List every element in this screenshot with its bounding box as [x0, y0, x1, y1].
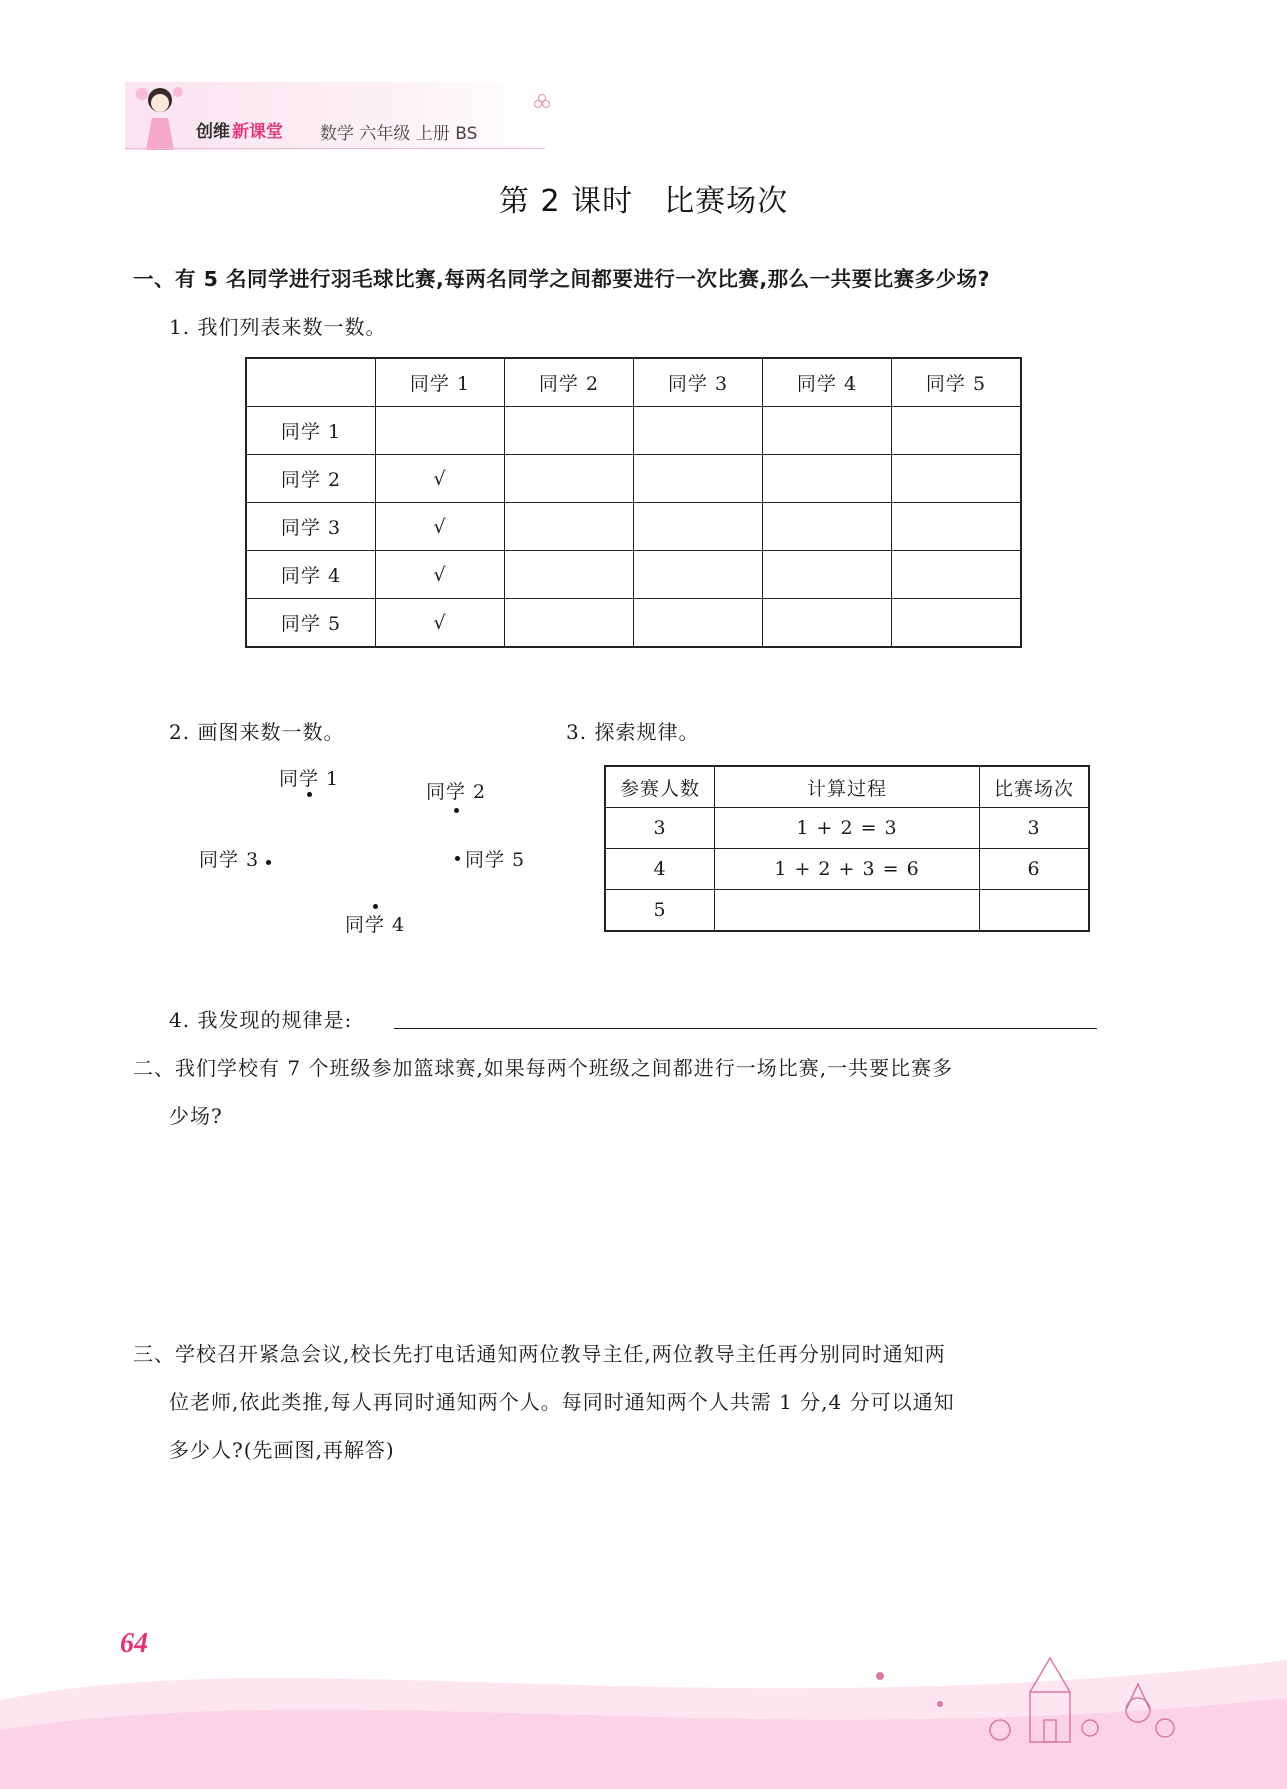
table-cell[interactable] [892, 407, 1022, 455]
row-label: 同学 1 [246, 407, 376, 455]
row-label: 同学 4 [246, 551, 376, 599]
answer-cell[interactable] [980, 890, 1090, 932]
check-mark: √ [376, 599, 505, 648]
table-cell: 6 [980, 849, 1090, 890]
check-mark: √ [376, 503, 505, 551]
answer-line[interactable] [394, 1028, 1097, 1029]
diagram-dot-student4 [373, 904, 378, 909]
table-row [246, 503, 1021, 551]
match-grid-table [245, 357, 1022, 648]
question-1-heading: 一、有 5 名同学进行羽毛球比赛,每两名同学之间都要进行一次比赛,那么一共要比赛多少场? [133, 267, 991, 291]
q1-sub4: 4. 我发现的规律是: [169, 1008, 353, 1032]
flower-icon [532, 92, 552, 112]
table-header-cell: 同学 4 [763, 358, 892, 407]
table-cell: 1 + 2 = 3 [715, 808, 980, 849]
diagram-label-student2: 同学 2 [426, 781, 487, 803]
question-2-line1: 二、我们学校有 7 个班级参加篮球赛,如果每两个班级之间都进行一场比赛,一共要比赛多 [133, 1056, 954, 1080]
table-cell[interactable] [505, 503, 634, 551]
table-cell[interactable] [892, 551, 1022, 599]
table-cell: 1 + 2 + 3 = 6 [715, 849, 980, 890]
table-cell[interactable] [505, 599, 634, 648]
table-header-cell: 同学 2 [505, 358, 634, 407]
brand-name-part1: 创维 [196, 122, 230, 142]
table-cell[interactable] [634, 551, 763, 599]
subject-label: 数学 六年级 上册 BS [320, 124, 478, 144]
table-cell[interactable] [763, 503, 892, 551]
table-row [605, 808, 1089, 849]
check-mark: √ [376, 455, 505, 503]
table-cell[interactable] [763, 455, 892, 503]
lesson-title: 第 2 课时 比赛场次 [498, 184, 789, 219]
row-label: 同学 5 [246, 599, 376, 648]
question-3-line3: 多少人?(先画图,再解答) [169, 1438, 395, 1462]
q1-sub1: 1. 我们列表来数一数。 [169, 315, 387, 339]
table-cell[interactable] [763, 551, 892, 599]
header-underline [125, 148, 545, 149]
table-cell[interactable] [505, 551, 634, 599]
table-cell[interactable] [634, 407, 763, 455]
table-header-cell: 比赛场次 [980, 766, 1090, 808]
answer-cell[interactable] [715, 890, 980, 932]
table-cell[interactable] [634, 455, 763, 503]
table-cell: 3 [605, 808, 715, 849]
table-cell: 5 [605, 890, 715, 932]
table-cell[interactable] [634, 599, 763, 648]
diagram-label-student4: 同学 4 [345, 914, 406, 936]
table-header-cell: 参赛人数 [605, 766, 715, 808]
pattern-table [604, 765, 1090, 932]
diagram-dot-student1 [307, 792, 312, 797]
table-cell: 4 [605, 849, 715, 890]
table-header-cell: 计算过程 [715, 766, 980, 808]
q1-sub3: 3. 探索规律。 [566, 720, 700, 744]
diagram-dot-student5 [455, 856, 460, 861]
diagram-label-student5: 同学 5 [465, 849, 526, 871]
table-cell: 3 [980, 808, 1090, 849]
brand-name-part2: 新课堂 [232, 122, 283, 142]
table-cell[interactable] [505, 407, 634, 455]
footer-wave-decoration [0, 1580, 1287, 1789]
table-row [605, 849, 1089, 890]
row-label: 同学 3 [246, 503, 376, 551]
table-cell[interactable] [376, 407, 505, 455]
diagram-label-student1: 同学 1 [279, 768, 340, 790]
table-header-cell: 同学 5 [892, 358, 1022, 407]
question-3-line2: 位老师,依此类推,每人再同时通知两个人。每同时通知两个人共需 1 分,4 分可以通知 [169, 1390, 955, 1414]
table-cell[interactable] [505, 455, 634, 503]
question-3-line1: 三、学校召开紧急会议,校长先打电话通知两位教导主任,两位教导主任再分别同时通知两 [133, 1342, 946, 1366]
q1-sub2: 2. 画图来数一数。 [169, 720, 345, 744]
table-cell[interactable] [892, 503, 1022, 551]
table-row [246, 455, 1021, 503]
check-mark: √ [376, 551, 505, 599]
table-cell[interactable] [634, 503, 763, 551]
question-2-line2: 少场? [169, 1104, 223, 1128]
table-header-cell: 同学 1 [376, 358, 505, 407]
page-number: 64 [120, 1628, 148, 1659]
table-row [246, 551, 1021, 599]
table-cell[interactable] [763, 599, 892, 648]
table-header-row [605, 766, 1089, 808]
row-label: 同学 2 [246, 455, 376, 503]
table-header-cell: 同学 3 [634, 358, 763, 407]
table-row [246, 407, 1021, 455]
mascot-illustration [128, 80, 192, 152]
table-header-cell [246, 358, 376, 407]
table-cell[interactable] [763, 407, 892, 455]
table-cell[interactable] [892, 455, 1022, 503]
table-row [605, 890, 1089, 932]
table-header-row [246, 358, 1021, 407]
diagram-label-student3: 同学 3 [199, 849, 260, 871]
table-row [246, 599, 1021, 648]
diagram-dot-student2 [454, 808, 459, 813]
diagram-dot-student3 [266, 860, 271, 865]
table-cell[interactable] [892, 599, 1022, 648]
